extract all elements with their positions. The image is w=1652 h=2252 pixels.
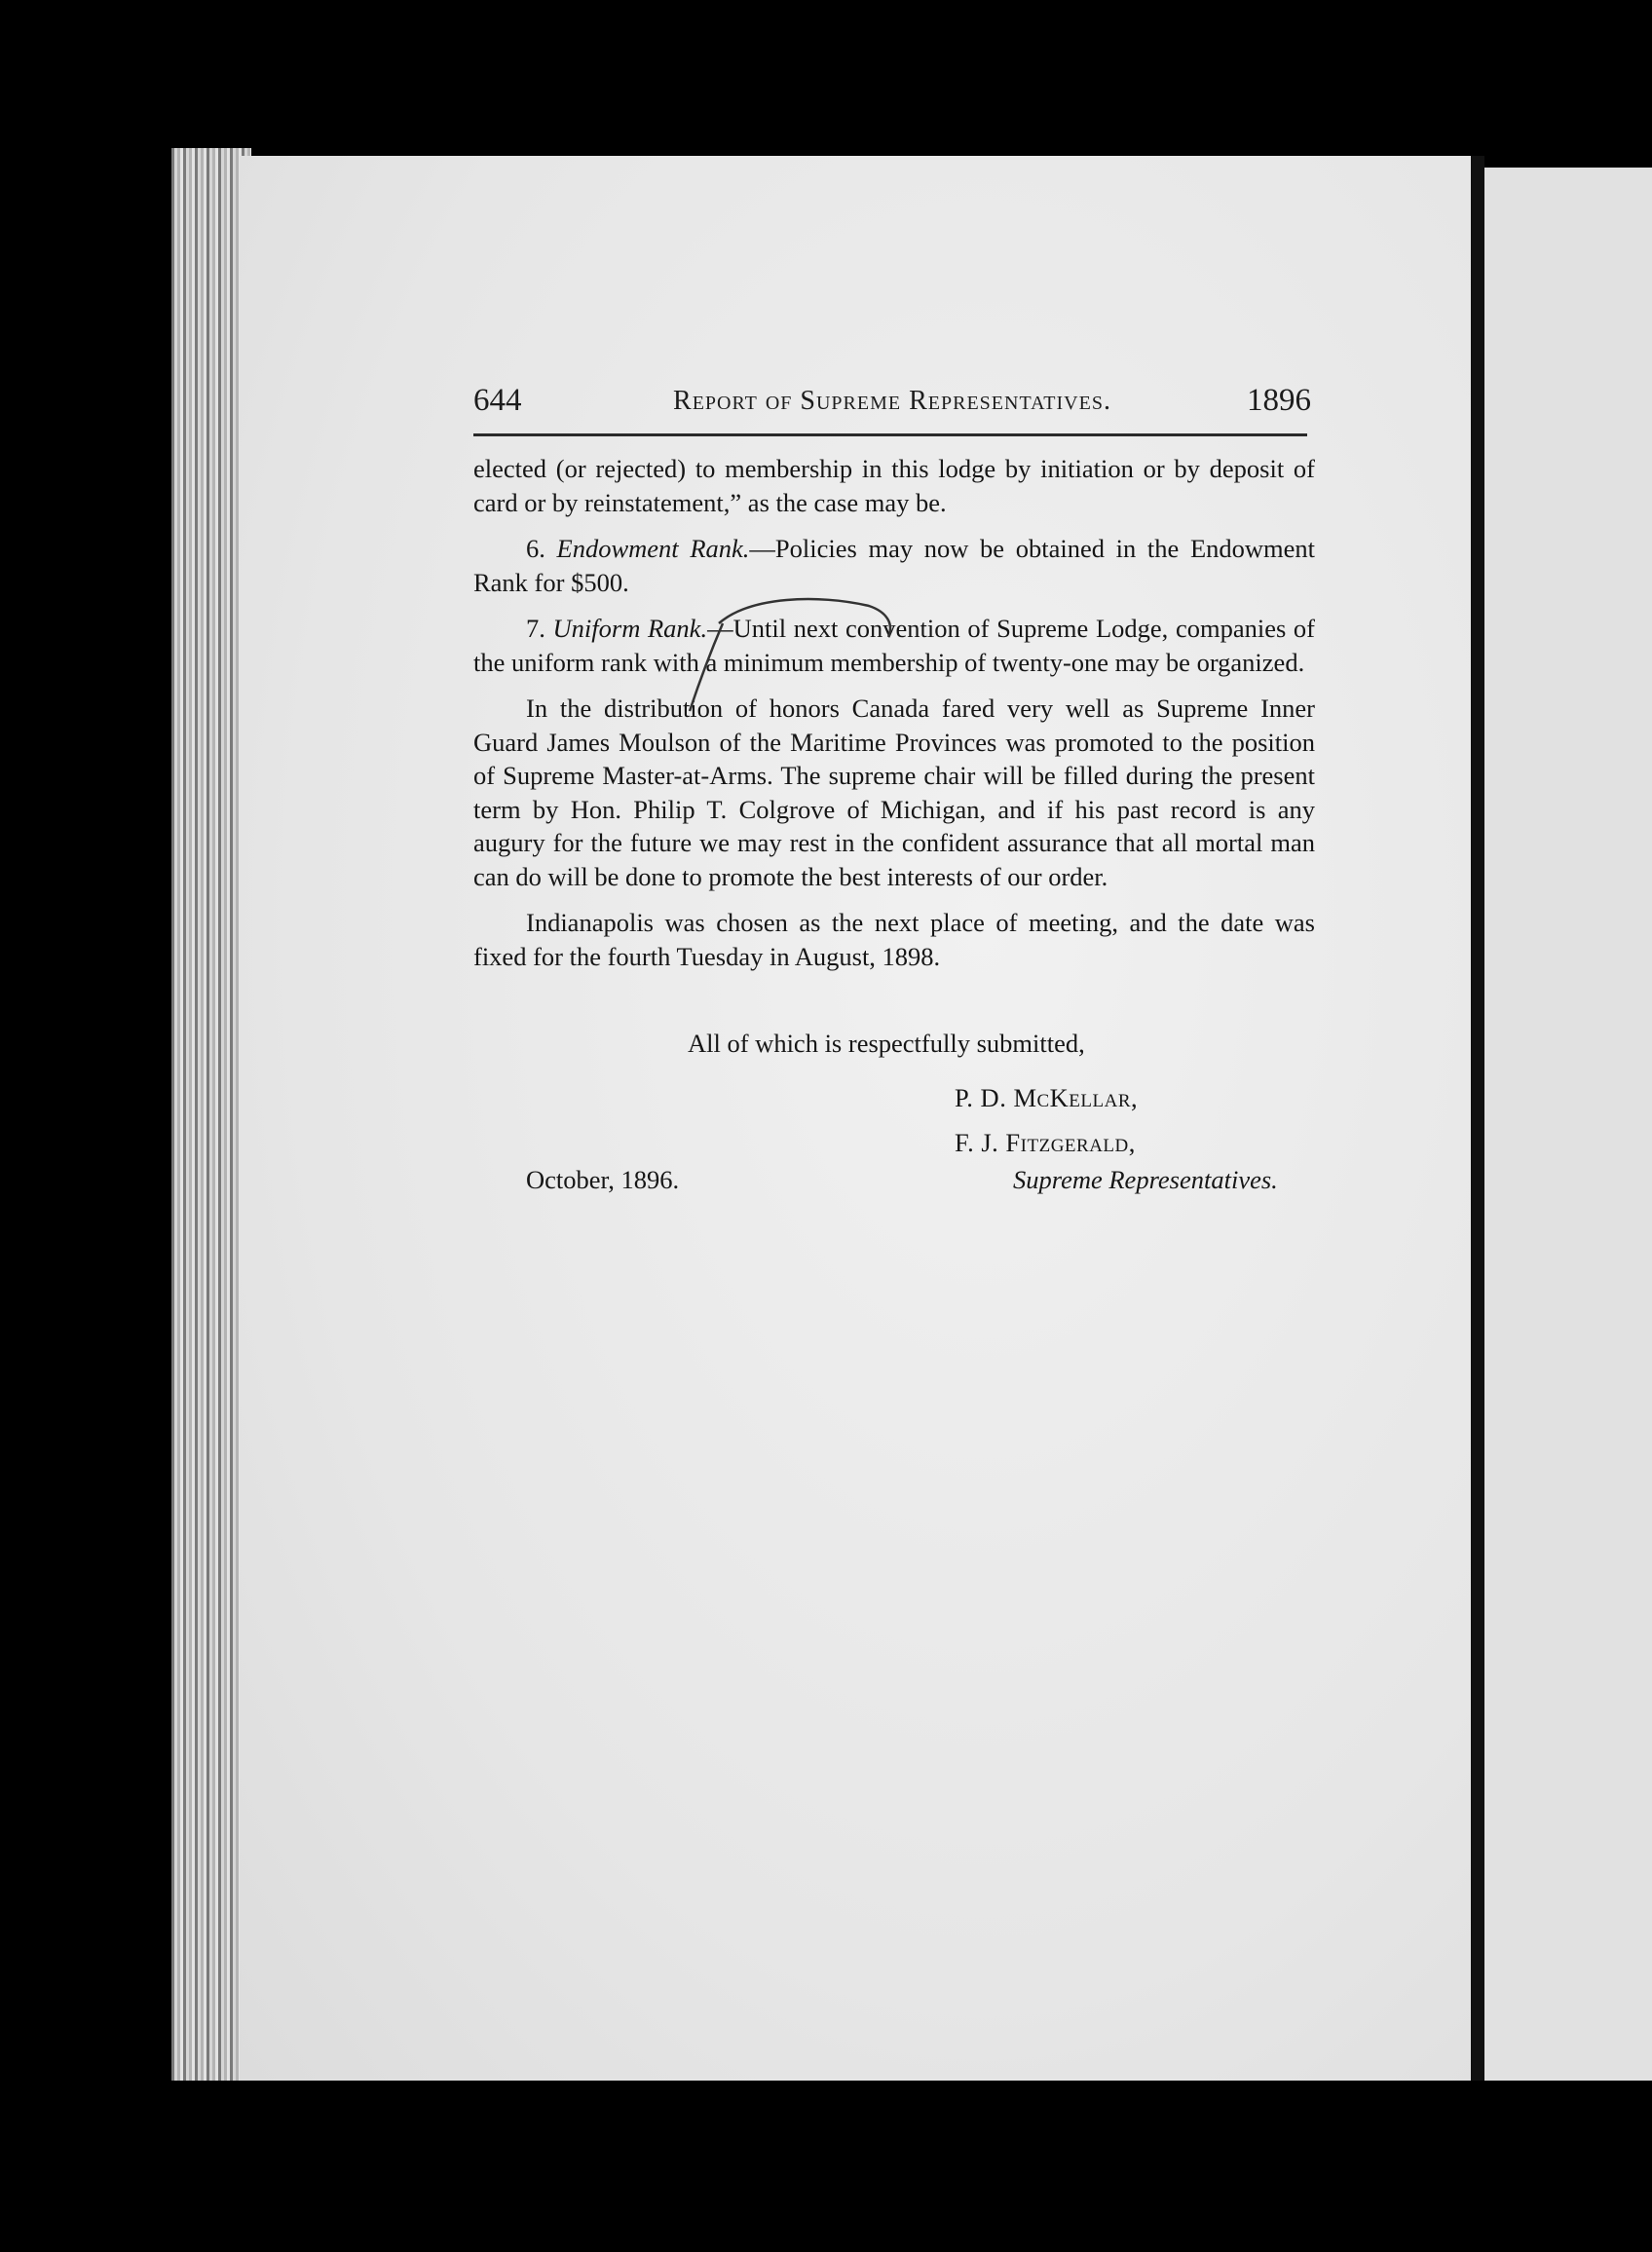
header-year: 1896 — [1247, 383, 1311, 418]
item-label: Uniform Rank. — [552, 614, 708, 643]
signature-name-2: F. J. Fitzgerald, — [955, 1128, 1136, 1157]
signature-date: October, 1896. — [526, 1165, 680, 1194]
running-title: Report of Supreme Representatives. — [673, 386, 1111, 416]
paragraph-honors: In the distribution of honors Canada fared very well as Supreme Inner Guard James Moulson of the Maritime Provinces was promoted to the position of Supreme Master-at-Arms. The supreme chair will be filled during the present term by Hon. Philip T. Colgrove of Michigan, and if his past record is any augury for the future we may rest in the confident assurance that all mortal man can do will be done to promote the best interests of our order. — [473, 694, 1315, 891]
item-number: 6. — [526, 534, 545, 563]
paragraph-continuation: elected (or rejected) to membership in this lodge by initiation or by deposit of card or by reinstatement,” as the case may be. — [473, 454, 1315, 517]
signature-title: Supreme Representatives. — [1013, 1165, 1278, 1194]
item-number: 7. — [526, 614, 545, 643]
item-text: —Until next convention of Supreme Lodge, companies of the uniform rank with a minimum membership of twenty-one may be organized. — [473, 614, 1315, 677]
page-number: 644 — [473, 383, 522, 418]
closing-line: All of which is respectfully submitted, — [688, 1029, 1085, 1058]
signature-name-1: P. D. McKellar, — [955, 1083, 1139, 1112]
item-text: —Policies may now be obtained in the Endowment Rank for $500. — [473, 534, 1316, 597]
paragraph-meeting: Indianapolis was chosen as the next place of meeting, and the date was fixed for the fourth Tuesday in August, 1898. — [473, 908, 1315, 971]
item-label: Endowment Rank. — [556, 534, 750, 563]
